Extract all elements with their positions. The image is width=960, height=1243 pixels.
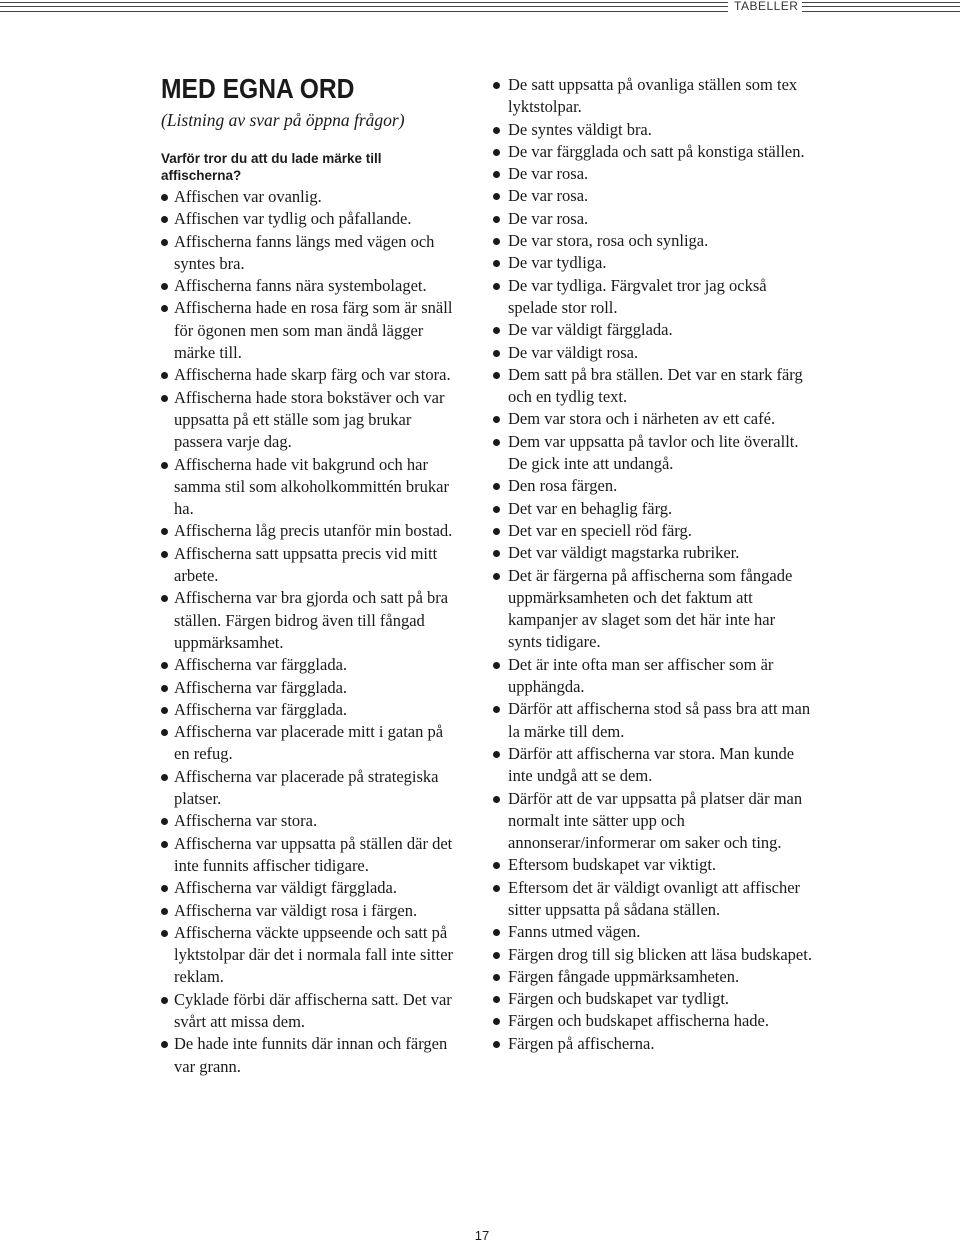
list-item [161,297,461,364]
bullet-icon [161,595,168,602]
answer-text: Dem satt på bra ställen. Det var en stark färg och en tydlig text. [508,364,803,407]
list-item [492,988,812,1010]
answer-list-right [492,74,812,1055]
answer-text: Affischerna hade vit bakgrund och har samma stil som alkoholkommittén brukar ha. [174,454,449,519]
bullet-icon [493,149,500,156]
right-column [492,74,812,1055]
list-item [161,833,461,878]
answer-text: Affischerna hade skarp färg och var stora. [174,365,451,385]
answer-text: Färgen på affischerna. [508,1033,655,1053]
list-item [161,989,461,1034]
list-item [492,542,812,564]
bullet-icon [493,885,500,892]
bullet-icon [493,327,500,334]
bullet-icon [161,216,168,223]
answer-text: Eftersom det är väldigt ovanligt att affischer sitter uppsatta på sådana ställen. [508,877,801,919]
list-item [492,877,812,922]
list-item [161,186,461,208]
list-item [161,543,461,588]
list-item [492,275,812,320]
list-item [492,364,812,409]
list-item [492,1010,812,1032]
list-item [161,587,461,654]
answer-text: Färgen och budskapet affischerna hade. [508,1011,770,1031]
answer-text: Affischerna var stora. [174,811,318,831]
answer-text: De hade inte funnits där innan och färgen var grann. [174,1034,448,1076]
answer-text: Affischerna var bra gjorda och satt på bra ställen. Färgen bidrog även till fångad uppmärksamhet. [174,588,449,652]
bullet-icon [161,930,168,937]
answer-text: Affischerna hade en rosa färg som är snäll för ögonen men som man ändå lägger märke till. [174,298,453,363]
header-rule-left [0,2,728,12]
page-header [0,0,960,14]
list-item [161,877,461,899]
answer-text: Det var en behaglig färg. [508,498,673,518]
bullet-icon [161,685,168,692]
header-rule-right [802,2,960,12]
list-item [492,475,812,497]
bullet-icon [161,818,168,825]
bullet-icon [493,996,500,1003]
bullet-icon [161,372,168,379]
list-item [492,208,812,230]
page-subtitle: (Listning av svar på öppna frågor) [161,110,405,130]
bullet-icon [161,774,168,781]
answer-text: Därför att de var uppsatta på platser där man normalt inte sätter upp och annonserar/informerar om saker och ting. [508,788,803,853]
list-item [161,699,461,721]
bullet-icon [493,550,500,557]
list-item [492,342,812,364]
list-item [161,387,461,454]
list-item [492,498,812,520]
bullet-icon [493,82,500,89]
bullet-icon [161,462,168,469]
list-item [492,1033,812,1055]
bullet-icon [493,483,500,490]
answer-text: Därför att affischerna stod så pass bra att man la märke till dem. [508,699,811,741]
bullet-icon [161,729,168,736]
bullet-icon [161,395,168,402]
bullet-icon [493,193,500,200]
bullet-icon [493,662,500,669]
answer-text: Affischen var tydlig och påfallande. [174,209,412,229]
answer-text: Det var väldigt magstarka rubriker. [508,543,740,563]
list-item [161,810,461,832]
answer-text: Eftersom budskapet var viktigt. [508,855,717,875]
list-item [492,966,812,988]
page-title: MED EGNA ORD [161,73,355,104]
bullet-icon [161,194,168,201]
list-item [161,231,461,276]
answer-text: Fanns utmed vägen. [508,922,641,942]
bullet-icon [493,974,500,981]
bullet-icon [493,506,500,513]
answer-text: De var väldigt färgglada. [508,320,673,340]
answer-text: Affischerna hade stora bokstäver och var uppsatta på ett ställe som jag brukar passera varje dag. [174,387,445,452]
bullet-icon [161,1041,168,1048]
list-item [492,743,812,788]
list-item [161,900,461,922]
answer-text: Dem var uppsatta på tavlor och lite överallt. De gick inte att undangå. [508,431,799,474]
answer-text: Affischerna låg precis utanför min bostad. [174,521,453,541]
answer-text: Det är färgerna på affischerna som fångade uppmärksamheten och det faktum att kampanjer av slaget som det här inte har synts tidigare. [508,565,793,652]
bullet-icon [493,1041,500,1048]
answer-text: De var rosa. [508,164,589,184]
list-item [161,520,461,542]
list-item [492,788,812,855]
answer-text: Affischerna var placerade mitt i gatan på en refug. [174,722,444,764]
bullet-icon [493,283,500,290]
section-label: TABELLER [734,0,799,13]
bullet-icon [161,305,168,312]
bullet-icon [161,841,168,848]
answer-text: De var rosa. [508,208,589,228]
list-item [492,520,812,542]
bullet-icon [493,416,500,423]
answer-text: De var stora, rosa och synliga. [508,231,709,251]
answer-text: Affischerna var väldigt rosa i färgen. [174,900,418,920]
list-item [161,922,461,989]
list-item [161,1033,461,1078]
bullet-icon [161,283,168,290]
answer-text: Affischerna satt uppsatta precis vid mitt arbete. [174,543,438,586]
answer-text: De var väldigt rosa. [508,342,639,362]
answer-text: De syntes väldigt bra. [508,119,652,139]
bullet-icon [493,573,500,580]
answer-text: Affischerna var färgglada. [174,699,348,719]
bullet-icon [493,528,500,535]
page-number: 17 [474,1228,490,1243]
list-item [161,275,461,297]
bullet-icon [161,551,168,558]
list-item [492,119,812,141]
answer-text: Därför att affischerna var stora. Man kunde inte undgå att se dem. [508,743,795,786]
bullet-icon [493,216,500,223]
bullet-icon [493,171,500,178]
answer-text: Den rosa färgen. [508,476,618,496]
list-item [492,854,812,876]
answer-text: Affischerna var färgglada. [174,655,348,675]
list-item [161,364,461,386]
answer-text: Cyklade förbi där affischerna satt. Det var svårt att missa dem. [174,989,452,1031]
question-heading: Varför tror du att du lade märke till affischerna? [161,151,382,183]
bullet-icon [493,796,500,803]
answer-text: Affischerna fanns längs med vägen och syntes bra. [174,231,435,273]
list-item [161,677,461,699]
list-item [161,208,461,230]
bullet-icon [161,908,168,915]
list-item [492,921,812,943]
list-item [161,454,461,521]
answer-text: Affischerna var uppsatta på ställen där det inte funnits affischer tidigare. [174,833,453,875]
answer-text: Färgen och budskapet var tydligt. [508,989,730,1009]
list-item [161,654,461,676]
bullet-icon [161,239,168,246]
bullet-icon [493,350,500,357]
bullet-icon [161,528,168,535]
list-item [492,230,812,252]
answer-list-left [161,186,461,1078]
list-item [492,944,812,966]
list-item [492,319,812,341]
list-item [161,766,461,811]
list-item [492,252,812,274]
bullet-icon [493,862,500,869]
bullet-icon [493,127,500,134]
bullet-icon [493,439,500,446]
answer-text: Färgen fångade uppmärksamheten. [508,966,740,986]
bullet-icon [493,238,500,245]
answer-text: De var tydliga. Färgvalet tror jag också spelade stor roll. [508,275,767,317]
list-item [492,74,812,119]
left-column [161,72,461,1078]
list-item [492,408,812,430]
bullet-icon [493,706,500,713]
bullet-icon [161,997,168,1004]
bullet-icon [493,952,500,959]
answer-text: De satt uppsatta på ovanliga ställen som tex lyktstolpar. [508,75,798,117]
answer-text: Färgen drog till sig blicken att läsa budskapet. [508,944,812,964]
answer-text: Det var en speciell röd färg. [508,520,692,540]
bullet-icon [161,707,168,714]
list-item [492,698,812,743]
bullet-icon [493,929,500,936]
list-item [492,141,812,163]
bullet-icon [493,751,500,758]
answer-text: De var rosa. [508,186,589,206]
list-item [492,431,812,476]
bullet-icon [161,885,168,892]
answer-text: Affischerna var placerade på strategiska platser. [174,766,439,809]
answer-text: De var tydliga. [508,253,607,273]
list-item [492,565,812,654]
bullet-icon [161,662,168,669]
bullet-icon [493,1018,500,1025]
list-item [492,163,812,185]
bullet-icon [493,372,500,379]
list-item [161,721,461,766]
answer-text: Affischen var ovanlig. [174,187,322,206]
answer-text: Dem var stora och i närheten av ett café. [508,409,776,429]
list-item [492,185,812,207]
answer-text: Det är inte ofta man ser affischer som är upphängda. [508,654,774,697]
answer-text: Affischerna fanns nära systembolaget. [174,276,427,296]
list-item [492,654,812,699]
answer-text: De var färgglada och satt på konstiga ställen. [508,141,805,161]
answer-text: Affischerna var väldigt färgglada. [174,878,397,898]
answer-text: Affischerna var färgglada. [174,677,348,697]
answer-text: Affischerna väckte uppseende och satt på lyktstolpar där det i normala fall inte sitter reklam. [174,922,454,987]
bullet-icon [493,260,500,267]
